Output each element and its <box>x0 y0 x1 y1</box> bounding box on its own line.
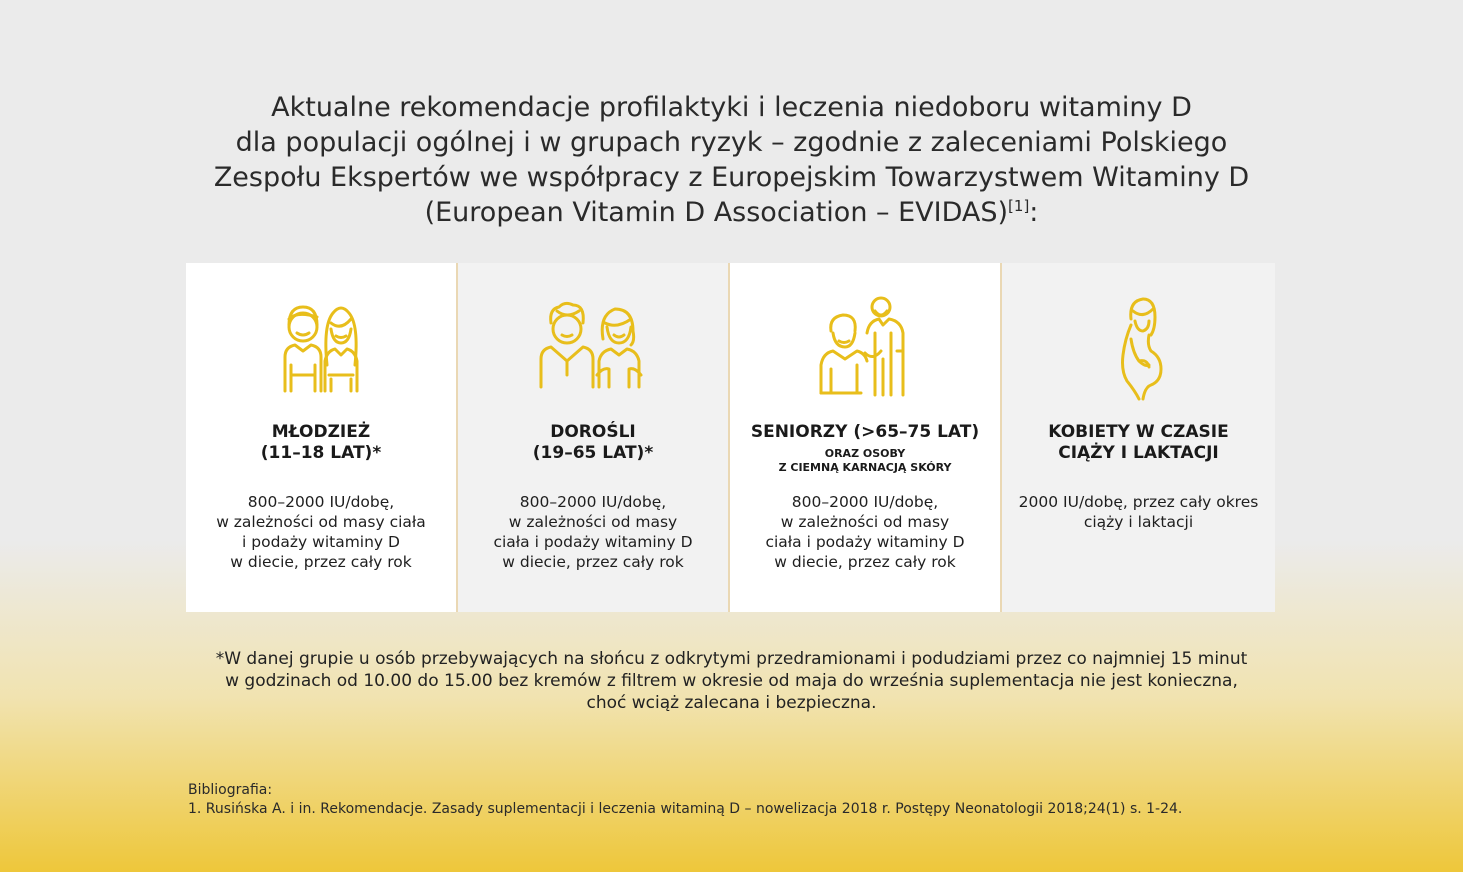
card-heading-line: (19–65 LAT)* <box>532 443 654 463</box>
card-heading-line: DOROŚLI <box>550 422 636 442</box>
card-heading-line: SENIORZY (>65–75 LAT) <box>750 422 980 442</box>
seniors-icon <box>817 295 913 399</box>
card-subheading-line: Z CIEMNĄ KARNACJĄ SKÓRY <box>778 461 952 474</box>
card-body-line: 800–2000 IU/dobę, <box>519 493 667 511</box>
card-youth <box>186 263 458 612</box>
card-body-line: w zależności od masy ciała <box>216 513 426 531</box>
card-body-line: 2000 IU/dobę, przez cały okres <box>1018 493 1259 511</box>
title-colon: : <box>1029 197 1039 228</box>
card-heading <box>458 422 728 464</box>
card-body-line: w zależności od masy <box>780 513 950 531</box>
title-line: Zespołu Ekspertów we współpracy z Europejskim Towarzystwem Witaminy D <box>213 162 1250 193</box>
card-body-line: ciała i podaży witaminy D <box>493 533 693 551</box>
title-line: dla populacji ogólnej i w grupach ryzyk – zgodnie z zaleceniami Polskiego <box>235 127 1228 158</box>
card-body-line: ciąży i laktacji <box>1083 513 1194 531</box>
card-body <box>1002 492 1275 532</box>
card-body-line: ciała i podaży witaminy D <box>765 533 965 551</box>
page-title <box>0 90 1463 230</box>
bibliography-entry: 1. Rusińska A. i in. Rekomendacje. Zasady suplementacji i leczenia witaminą D – nowelizacja 2018 r. Postępy Neonatologii 2018;24(1) s. 1-24. <box>188 801 1183 817</box>
card-subheading <box>730 447 1000 475</box>
card-body-line: w diecie, przez cały rok <box>502 553 684 571</box>
card-subheading-line: ORAZ OSOBY <box>824 447 906 460</box>
footnote-line: *W danej grupie u osób przebywających na słońcu z odkrytymi przedramionami i podudziami przez co najmniej 15 minut <box>215 649 1248 669</box>
card-heading-line: (11–18 LAT)* <box>260 443 382 463</box>
card-heading <box>186 422 456 464</box>
card-body <box>186 492 456 572</box>
card-heading <box>730 422 1000 443</box>
card-pregnant-women <box>1002 263 1275 612</box>
card-body-line: w zależności od masy <box>508 513 678 531</box>
bibliography-label: Bibliografia: <box>188 782 273 798</box>
pregnant-woman-icon <box>1109 295 1169 403</box>
card-heading <box>1002 422 1275 464</box>
card-body-line: w diecie, przez cały rok <box>774 553 956 571</box>
title-line: Aktualne rekomendacje profilaktyki i leczenia niedoboru witaminy D <box>271 92 1192 123</box>
card-body-line: 800–2000 IU/dobę, <box>791 493 939 511</box>
reference-link[interactable]: [1] <box>1008 197 1030 215</box>
card-seniors <box>730 263 1002 612</box>
footnote <box>0 648 1463 714</box>
card-heading-line: CIĄŻY I LAKTACJI <box>1058 443 1219 463</box>
title-line-text: (European Vitamin D Association – EVIDAS) <box>424 197 1009 228</box>
footnote-line: choć wciąż zalecana i bezpieczna. <box>586 693 877 713</box>
adults-icon <box>537 295 649 395</box>
card-body <box>730 492 1000 572</box>
recommendation-cards <box>186 263 1281 612</box>
footnote-line: w godzinach od 10.00 do 15.00 bez kremów z filtrem w okresie od maja do września suplementacja nie jest konieczna, <box>225 671 1238 691</box>
card-body <box>458 492 728 572</box>
bibliography <box>188 781 1182 819</box>
youth-icon <box>271 295 371 395</box>
card-heading-line: KOBIETY W CZASIE <box>1048 422 1229 442</box>
card-body-line: 800–2000 IU/dobę, <box>247 493 395 511</box>
card-heading-line: MŁODZIEŻ <box>271 422 371 442</box>
card-adults <box>458 263 730 612</box>
card-body-line: w diecie, przez cały rok <box>230 553 412 571</box>
card-body-line: i podaży witaminy D <box>242 533 400 551</box>
title-line <box>0 195 1463 230</box>
